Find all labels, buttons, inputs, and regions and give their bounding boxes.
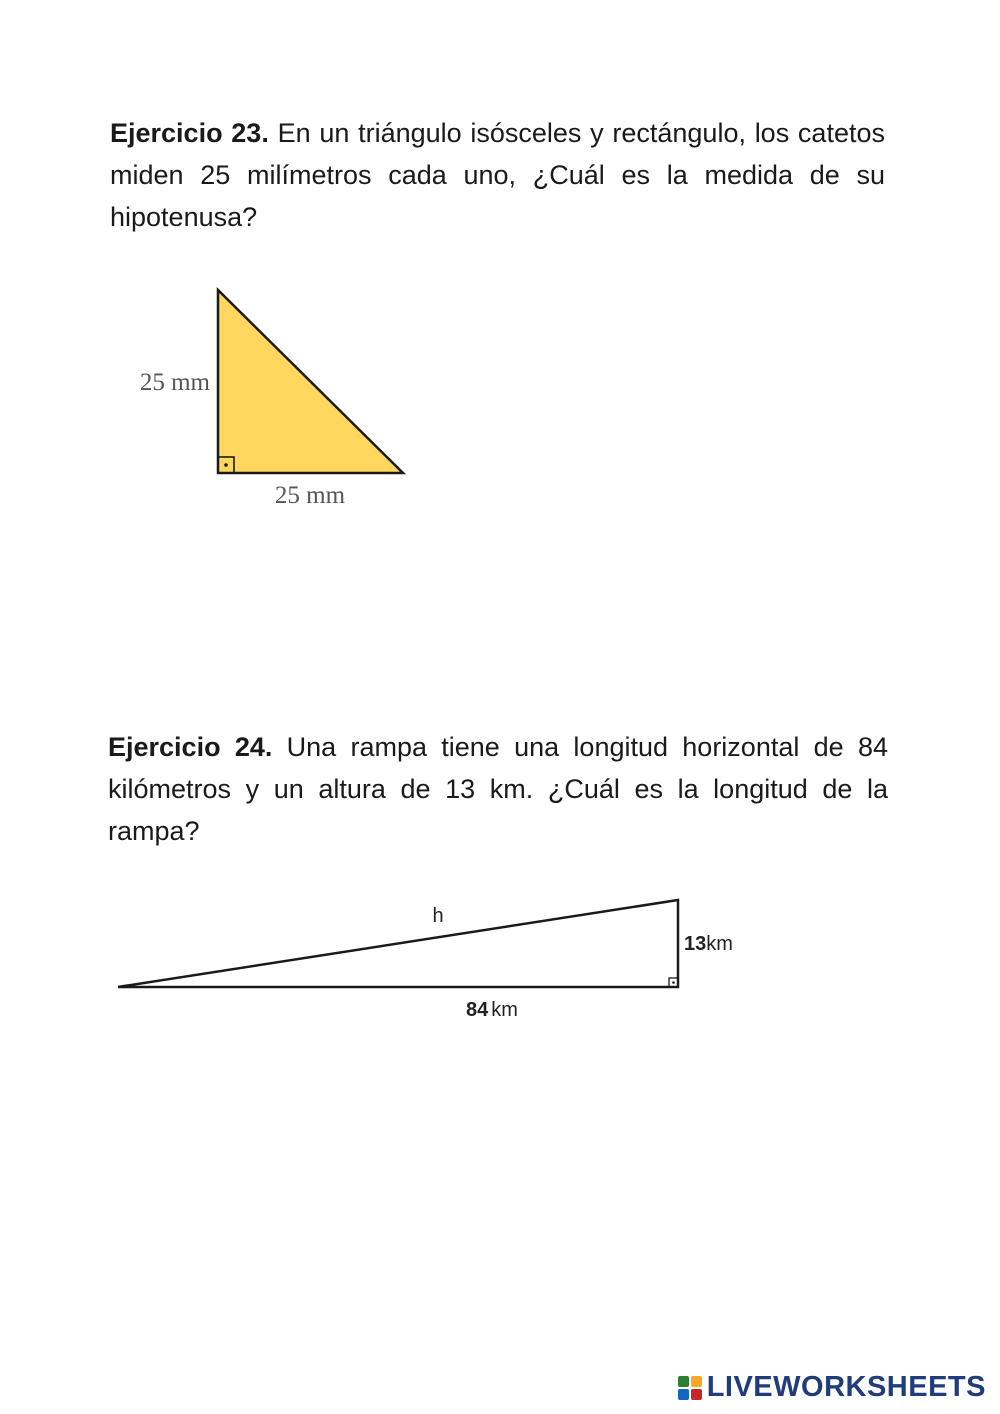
horizontal-leg-label: 25 mm <box>274 482 346 509</box>
vertical-leg-label: 25 mm <box>139 369 210 396</box>
isosceles-right-triangle-figure <box>110 280 430 520</box>
ramp-triangle-shape <box>118 900 678 987</box>
base-unit: km <box>491 999 518 1021</box>
base-label <box>466 999 518 1021</box>
triangle-23-svg <box>110 280 430 520</box>
triangle-23-shape <box>218 290 403 473</box>
exercise-24-title: Ejercicio 24. <box>108 732 273 762</box>
liveworksheets-logo-icon <box>677 1375 703 1401</box>
height-unit: km <box>706 933 733 955</box>
right-angle-dot-23 <box>224 463 228 467</box>
height-label <box>684 933 733 955</box>
height-value: 13 <box>684 933 707 955</box>
liveworksheets-brand <box>677 1371 986 1404</box>
exercise-24-statement <box>108 726 888 852</box>
exercise-23-title: Ejercicio 23. <box>110 118 269 148</box>
exercise-23-statement <box>110 112 885 238</box>
triangle-24-svg <box>100 890 780 1030</box>
right-angle-dot-24 <box>672 981 675 984</box>
exercise-24-body: Una rampa tiene una longitud horizontal de 84 kilómetros y un altura de 13 km. ¿Cuál es la longitud de la rampa? <box>108 732 888 846</box>
brand-name: LIVEWORKSHEETS <box>706 1371 986 1403</box>
base-value: 84 <box>466 999 489 1021</box>
ramp-triangle-figure <box>100 890 780 1030</box>
exercise-23-body: En un triángulo isósceles y rectángulo, los catetos miden 25 milímetros cada uno, ¿Cuál es la medida de su hipotenusa? <box>110 118 885 232</box>
hypotenuse-label: h <box>432 905 444 927</box>
